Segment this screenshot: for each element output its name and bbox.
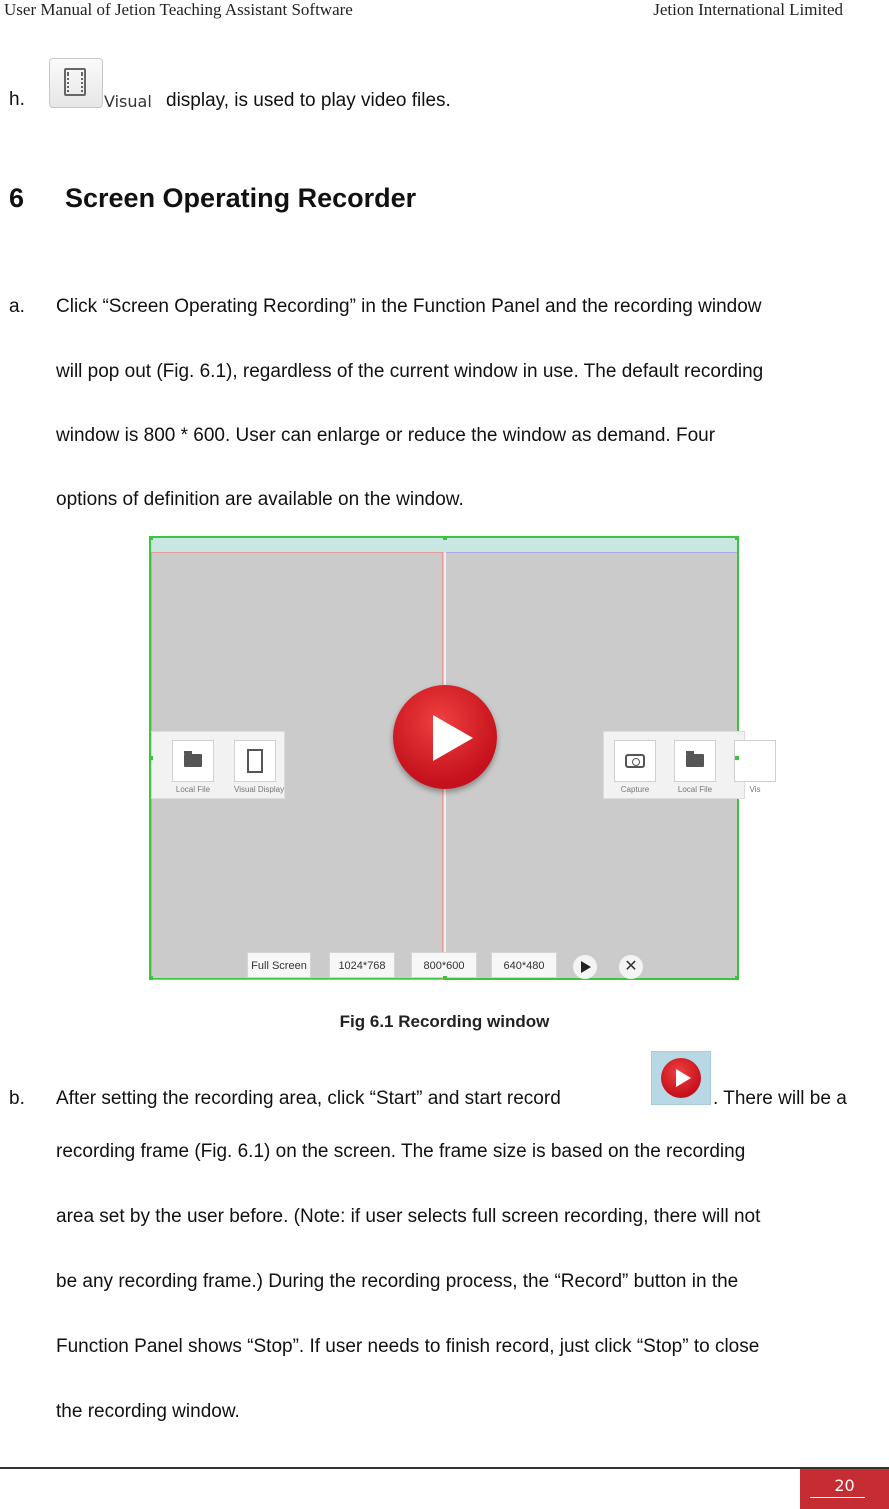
local-file-tool[interactable]: [172, 740, 214, 794]
para-b-line-3: area set by the user before. (Note: if user selects full screen recording, there will not: [56, 1206, 761, 1227]
folder-icon: [184, 754, 202, 767]
page-number-underline: [810, 1497, 865, 1498]
res-1024-button[interactable]: 1024*768: [329, 952, 395, 978]
para-b-line-6: the recording window.: [56, 1401, 240, 1422]
resize-handle[interactable]: [149, 756, 153, 760]
running-header-right: Jetion International Limited: [653, 0, 843, 19]
resize-handle[interactable]: [735, 976, 739, 980]
resize-handle[interactable]: [735, 536, 739, 540]
para-a-line-4: options of definition are available on the window.: [56, 489, 464, 510]
para-b-marker: b.: [9, 1088, 25, 1109]
visual-caption: Visual: [104, 92, 152, 111]
tool-label: Vis: [749, 785, 761, 794]
film-icon: [64, 68, 86, 96]
section-heading: [9, 183, 416, 214]
capture-tool[interactable]: [614, 740, 656, 794]
tool-label: Local File: [677, 785, 713, 794]
para-a-line-1: Click “Screen Operating Recording” in the Function Panel and the recording window: [56, 296, 762, 317]
section-title: Screen Operating Recorder: [65, 183, 417, 213]
running-header-left: User Manual of Jetion Teaching Assistant Software: [4, 0, 353, 19]
close-icon[interactable]: ✕: [619, 955, 643, 979]
page-number: 20: [834, 1476, 855, 1495]
section-number: 6: [9, 183, 25, 213]
resize-handle[interactable]: [735, 756, 739, 760]
item-h-marker: h.: [9, 89, 25, 110]
para-b-line-4: be any recording frame.) During the recording process, the “Record” button in the: [56, 1271, 739, 1292]
right-tool-panel: [603, 731, 761, 799]
full-screen-button[interactable]: Full Screen: [247, 952, 311, 978]
visual-display-tool[interactable]: [234, 740, 285, 794]
start-record-button-image: [651, 1051, 711, 1105]
footer-rule: [0, 1467, 889, 1469]
recording-window-titlebar: [151, 538, 737, 553]
visual-display-button: [49, 58, 103, 108]
local-file-tool[interactable]: [674, 740, 716, 794]
left-tool-panel: [151, 731, 285, 799]
folder-icon: [686, 754, 704, 767]
visual-display-tool[interactable]: [734, 740, 776, 794]
resize-handle[interactable]: [443, 976, 447, 980]
res-800-button[interactable]: 800*600: [411, 952, 477, 978]
play-icon: [661, 1058, 701, 1098]
para-b-line-5: Function Panel shows “Stop”. If user needs to finish record, just click “Stop” to close: [56, 1336, 760, 1357]
film-icon: [247, 749, 263, 773]
para-a-line-2: will pop out (Fig. 6.1), regardless of the current window in use. The default recording: [56, 361, 764, 382]
resize-handle[interactable]: [149, 976, 153, 980]
resize-handle[interactable]: [443, 536, 447, 540]
tool-label: Capture: [620, 785, 650, 794]
start-record-play-icon[interactable]: [393, 685, 497, 789]
tool-label: Visual Display: [234, 785, 285, 794]
play-icon[interactable]: [573, 955, 597, 979]
resize-handle[interactable]: [149, 536, 153, 540]
camera-icon: [625, 754, 645, 768]
para-a-line-3: window is 800 * 600. User can enlarge or reduce the window as demand. Four: [56, 425, 716, 446]
para-a-marker: a.: [9, 296, 25, 317]
recording-window-screenshot: [149, 536, 761, 980]
para-b-line-2: recording frame (Fig. 6.1) on the screen. The frame size is based on the recording: [56, 1141, 746, 1162]
figure-caption: Fig 6.1 Recording window: [339, 1012, 550, 1031]
para-b-line-1: After setting the recording area, click “Start” and start record: [56, 1088, 561, 1109]
item-h-text: display, is used to play video files.: [166, 90, 451, 111]
tool-label: Local File: [175, 785, 211, 794]
res-640-button[interactable]: 640*480: [491, 952, 557, 978]
para-b-line-1-end: . There will be a: [713, 1088, 847, 1109]
